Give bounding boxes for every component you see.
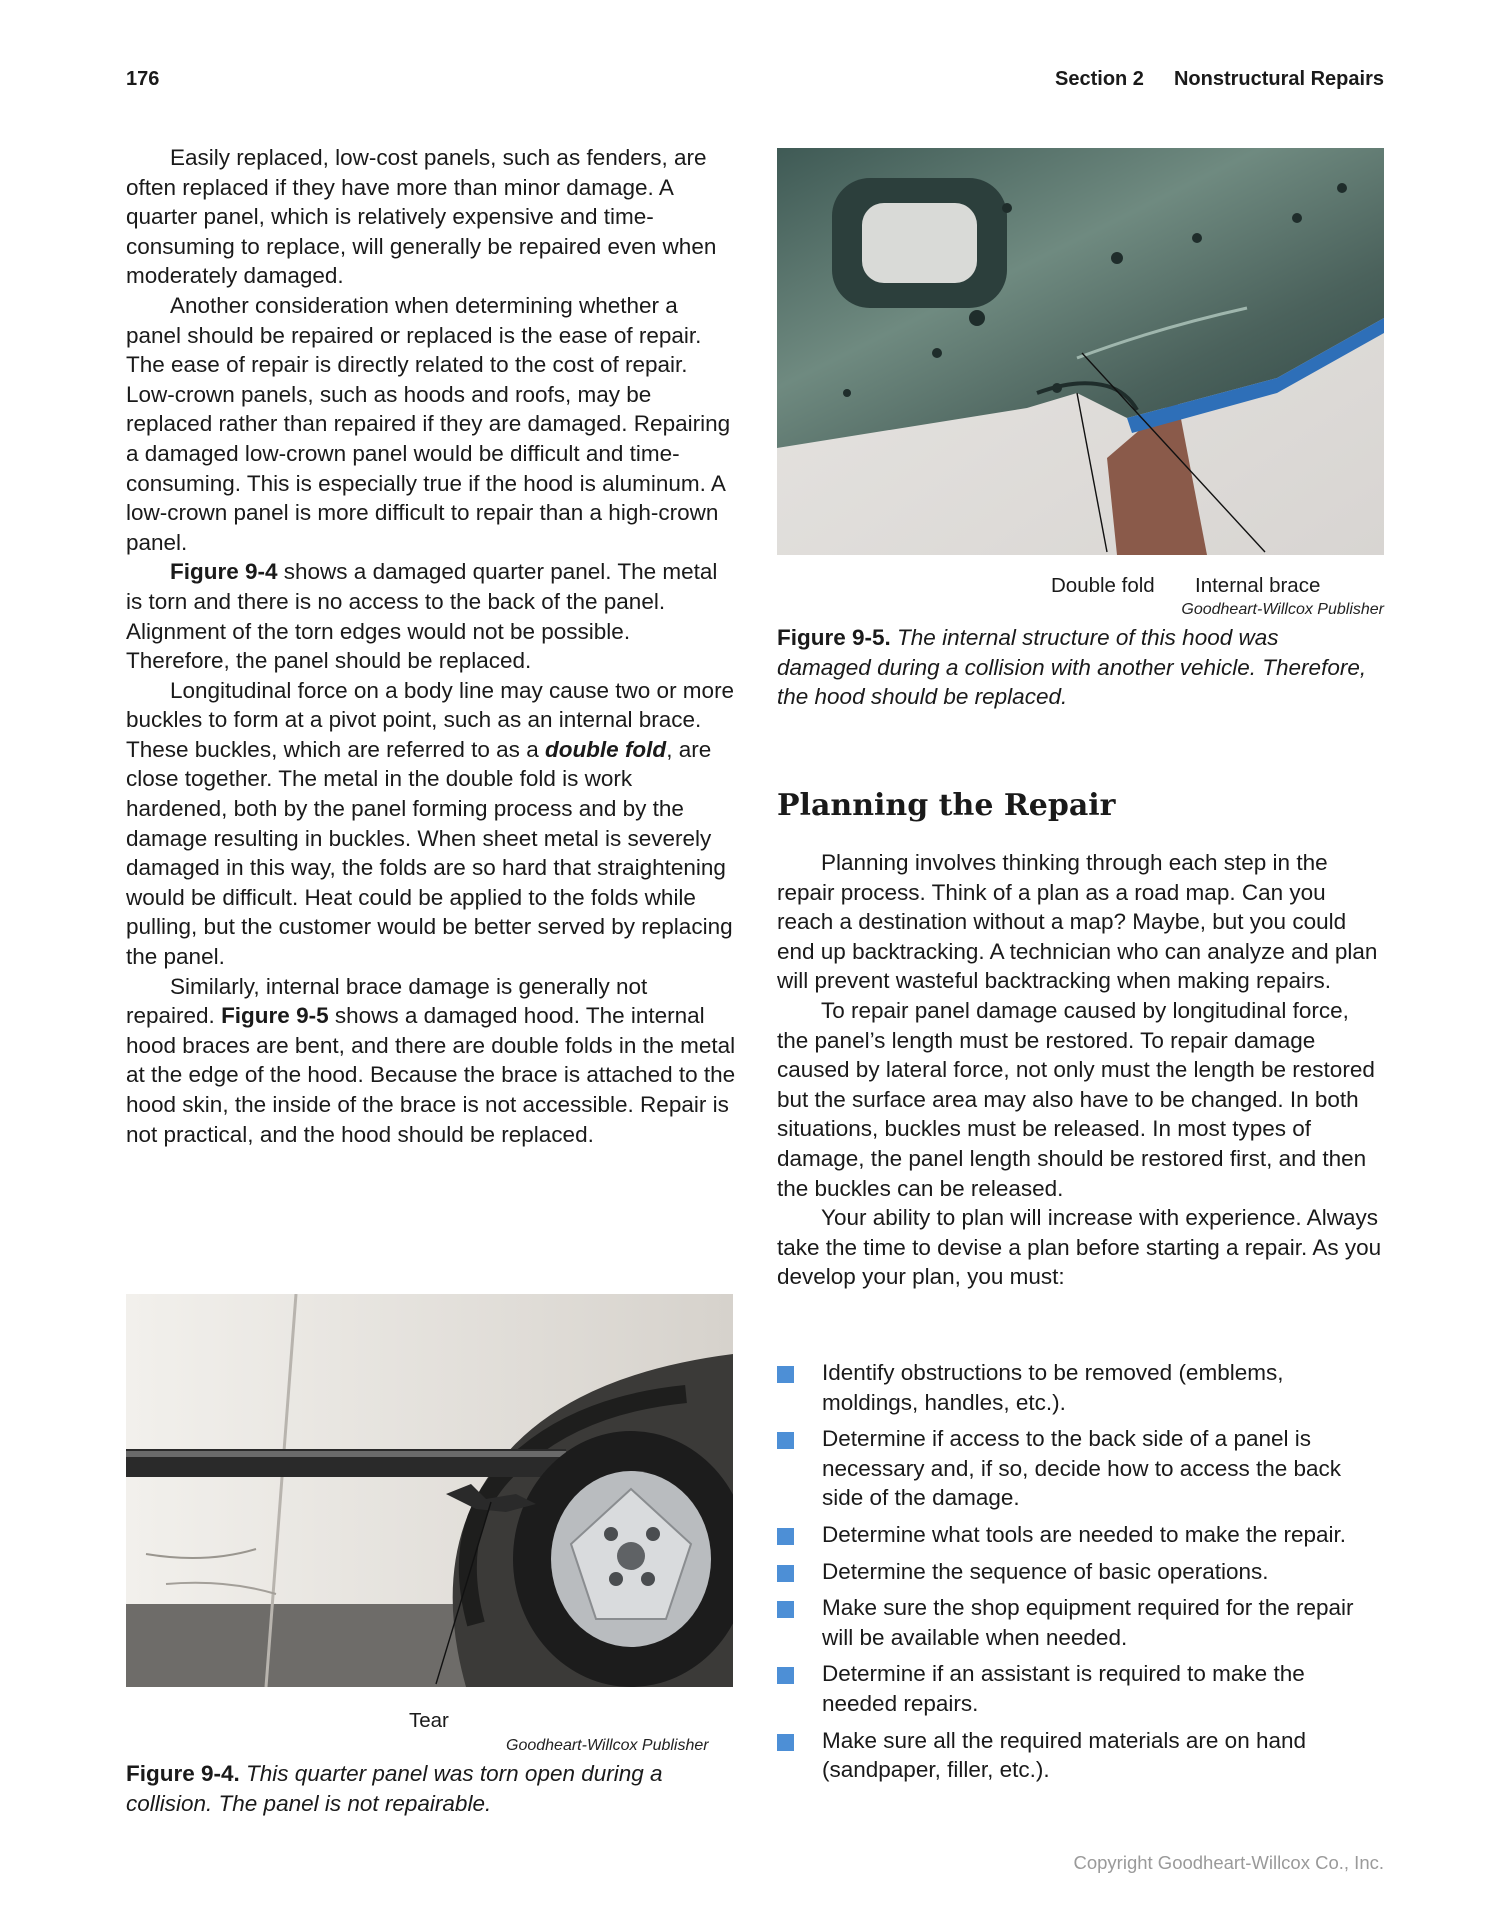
square-bullet-icon: [777, 1528, 794, 1545]
paragraph: Easily replaced, low-cost panels, such as fenders, are often replaced if they have more than minor damage. A quarter panel, which is relatively expensive and time-consuming to replace, will generally be repaired even when moderately damaged.: [126, 145, 717, 289]
paragraph: [126, 676, 736, 972]
figure-reference: Figure 9-5: [221, 1003, 329, 1029]
figure-9-5-photo: [777, 148, 1384, 555]
paragraph: [126, 557, 736, 675]
square-bullet-icon: [777, 1432, 794, 1449]
hood-photo-illustration: [777, 148, 1384, 555]
square-bullet-icon: [777, 1601, 794, 1618]
callout-internal-brace: Internal brace: [1195, 574, 1321, 597]
list-item-text: Identify obstructions to be removed (emblems, moldings, handles, etc.).: [822, 1360, 1284, 1415]
paragraph-text: Similarly, internal brace damage is generally not repaired.: [126, 973, 648, 1029]
planning-bullet-list: [777, 1358, 1385, 1792]
list-item-text: Determine if an assistant is required to make the needed repairs.: [822, 1661, 1305, 1716]
figure-label: Figure 9-5.: [777, 625, 891, 650]
page-number: 176: [126, 68, 160, 90]
running-head: [1055, 68, 1384, 91]
paragraph: [126, 972, 736, 1150]
list-item: [777, 1659, 1385, 1718]
paragraph-text: shows a damaged hood. The internal hood braces are bent, and there are double folds in the metal at the edge of the hood. Because the brace is attached to the hood skin, the inside of the brace is not accessible. Repair is not practical, and the hood should be replaced.: [126, 1003, 736, 1147]
key-term: double fold: [544, 736, 667, 762]
paragraph-text: Longitudinal force on a body line may cause two or more buckles to form at a pivot point, such as an internal brace. These buckles, which are referred to as a: [126, 677, 735, 762]
callout-tear: Tear: [409, 1709, 449, 1732]
list-item: [777, 1557, 1385, 1587]
section-heading: Planning the Repair: [777, 788, 1116, 823]
figure-9-5-credit: Goodheart-Willcox Publisher: [1181, 601, 1384, 618]
figure-9-4-caption: [126, 1759, 736, 1818]
figure-label: Figure 9-4.: [126, 1761, 240, 1786]
list-item-text: Make sure all the required materials are on hand (sandpaper, filler, etc.).: [822, 1727, 1307, 1783]
list-item-text: Determine what tools are needed to make the repair.: [822, 1521, 1347, 1547]
figure-reference: Figure 9-4: [170, 559, 278, 585]
caption-text: This quarter panel was torn open during a collision. The panel is not repairable.: [126, 1761, 663, 1816]
callout-double-fold: Double fold: [1051, 574, 1155, 597]
square-bullet-icon: [777, 1366, 794, 1383]
list-item: [777, 1520, 1385, 1550]
square-bullet-icon: [777, 1734, 794, 1751]
paragraph: Your ability to plan will increase with experience. Always take the time to devise a plan before starting a repair. As you develop your plan, you must:: [777, 1205, 1382, 1290]
figure-9-5-caption: [777, 623, 1377, 712]
paragraph: To repair panel damage caused by longitudinal force, the panel’s length must be restored. To repair damage caused by lateral force, not only must the length be restored but the surface area may also have to be changed. In both situations, buckles must be released. In most types of damage, the panel length should be restored first, and then the buckles can be released.: [777, 997, 1375, 1201]
list-item: [777, 1593, 1385, 1652]
section-title: Nonstructural Repairs: [1173, 68, 1384, 90]
paragraph: Planning involves thinking through each step in the repair process. Think of a plan as a road map. Can you reach a destination without a map? Maybe, but you could end up backtracking. A technician who can analyze and plan will prevent wasteful backtracking when making repairs.: [777, 850, 1378, 994]
list-item-text: Make sure the shop equipment required for the repair will be available when needed.: [822, 1595, 1354, 1650]
list-item: [777, 1424, 1385, 1513]
copyright-notice: Copyright Goodheart-Willcox Co., Inc.: [1073, 1852, 1384, 1873]
section-label: Section 2: [1055, 68, 1144, 90]
figure-9-4-credit: Goodheart-Willcox Publisher: [506, 1737, 709, 1754]
figure-9-4-photo: [126, 1294, 733, 1687]
left-column-text: [126, 143, 736, 1149]
paragraph-text: , are close together. The metal in the double fold is work hardened, both by the panel forming process and by the damage resulting in buckles. When sheet metal is severely damaged in this way, the folds are so hard that straightening would be difficult. Heat could be applied to the folds while pulling, but the customer would be better served by replacing the panel.: [126, 736, 733, 970]
right-column-text: [777, 848, 1385, 1292]
list-item: [777, 1726, 1385, 1785]
list-item: [777, 1358, 1385, 1417]
caption-text: The internal structure of this hood was damaged during a collision with another vehicle. Therefore, the hood should be replaced.: [777, 625, 1367, 710]
list-item-text: Determine the sequence of basic operations.: [822, 1558, 1269, 1584]
quarter-panel-photo-illustration: [126, 1294, 733, 1687]
paragraph-text: shows a damaged quarter panel. The metal is torn and there is no access to the back of the panel. Alignment of the torn edges would not be possible. Therefore, the panel should be replaced.: [126, 559, 718, 674]
square-bullet-icon: [777, 1565, 794, 1582]
list-item-text: Determine if access to the back side of a panel is necessary and, if so, decide how to access the back side of the damage.: [822, 1426, 1342, 1511]
square-bullet-icon: [777, 1667, 794, 1684]
paragraph: Another consideration when determining whether a panel should be repaired or replaced is the ease of repair. The ease of repair is directly related to the cost of repair. Low-crown panels, such as hoods and roofs, may be replaced rather than repaired if they are damaged. Repairing a damaged low-crown panel would be difficult and time-consuming. This is especially true if the hood is aluminum. A low-crown panel is more difficult to repair than a high-crown panel.: [126, 292, 731, 555]
